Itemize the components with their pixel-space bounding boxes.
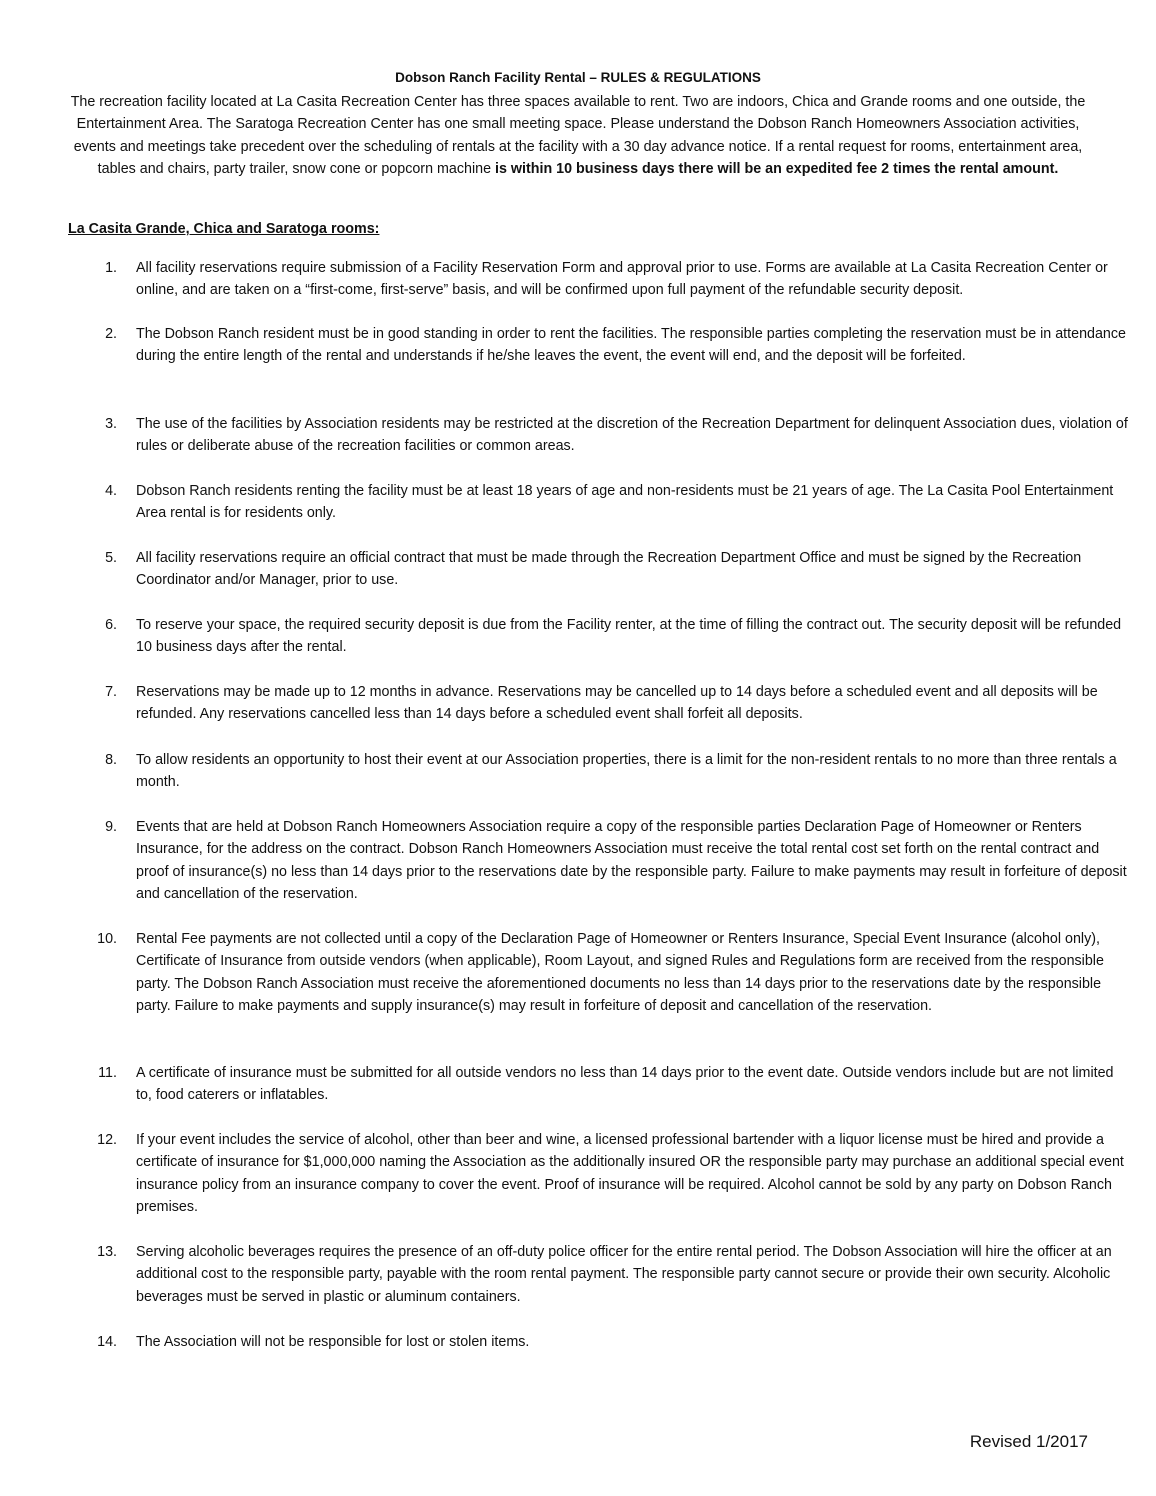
rule-text: Serving alcoholic beverages requires the presence of an off-duty police officer for the entire rental period. The Dobson Association will hire the officer at an additional cost to the responsible party, payable with the room rental payment. The responsible party cannot secure or provide their own security. Alcoholic beverages must be served in plastic or aluminum containers. [136,1244,1112,1305]
intro-paragraph [66,91,1090,181]
rule-text: To reserve your space, the required security deposit is due from the Facility renter, at the time of filling the contract out. The security deposit will be refunded 10 business days after the rental. [136,617,1122,656]
intro-expedited-fee-text: is within 10 business days there will be an expedited fee 2 times the rental amount. [495,161,1059,178]
rule-number: 3. [105,416,117,432]
document-title: Dobson Ranch Facility Rental – RULES & REGULATIONS [395,70,761,85]
rule-number: 5. [105,550,117,566]
rule-number: 9. [105,819,117,835]
rule-number: 10. [97,931,117,947]
rule-number: 13. [97,1244,117,1260]
rule-number: 14. [97,1334,117,1350]
revision-date: Revised 1/2017 [969,1432,1088,1451]
intro-text: The recreation facility located at La Casita Recreation Center has three spaces available to rent. Two are indoors, Chica and Grande rooms and one outside, the Entertainment Area. The Saratoga Recreation Center has one small meeting space. Please understand the Dobson Ranch Homeowners Association activities, events and meetings take precedent over the scheduling of rentals at the facility with a 30 day advance notice. If a rental request for rooms, entertainment area, tables and chairs, party trailer, snow cone or popcorn machine [70,94,1086,178]
rule-text: The use of the facilities by Association residents may be restricted at the discretion of the Recreation Department for delinquent Association dues, violation of rules or deliberate abuse of the recreation facilities or common areas. [136,416,1128,455]
rule-text: All facility reservations require an official contract that must be made through the Recreation Department Office and must be signed by the Recreation Coordinator and/or Manager, prior to use. [136,550,1082,589]
rule-text: Events that are held at Dobson Ranch Homeowners Association require a copy of the responsible parties Declaration Page of Homeowner or Renters Insurance, for the address on the contract. Dobson Ranch Homeowners Association must receive the total rental cost set forth on the rental contract and proof of insurance(s) no less than 14 days prior to the reservations date by the responsible party. Failure to make payments may result in forfeiture of deposit and cancellation of the reservation. [136,819,1127,903]
rule-number: 7. [105,684,117,700]
rule-text: The Dobson Ranch resident must be in good standing in order to rent the facilities. The responsible parties completing the reservation must be in attendance during the entire length of the rental and understands if he/she leaves the event, the event will end, and the deposit will be forfeited. [136,326,1126,365]
rule-number: 8. [105,752,117,768]
rule-number: 12. [97,1132,117,1148]
rule-text: To allow residents an opportunity to host their event at our Association properties, there is a limit for the non-resident rentals to no more than three rentals a month. [136,752,1117,791]
rule-number: 11. [98,1065,117,1081]
rule-text: All facility reservations require submission of a Facility Reservation Form and approval prior to use. Forms are available at La Casita Recreation Center or online, and are taken on a “first-come, first-serve” basis, and will be confirmed upon full payment of the refundable security deposit. [136,260,1108,299]
rule-text: A certificate of insurance must be submitted for all outside vendors no less than 14 days prior to the event date. Outside vendors include but are not limited to, food caterers or inflatables. [136,1065,1114,1104]
section-heading: La Casita Grande, Chica and Saratoga rooms: [68,221,380,237]
rule-text: The Association will not be responsible for lost or stolen items. [136,1334,530,1350]
rule-number: 1. [105,260,117,276]
rule-number: 6. [105,617,117,633]
rule-text: Rental Fee payments are not collected until a copy of the Declaration Page of Homeowner or Renters Insurance, Special Event Insurance (alcohol only), Certificate of Insurance from outside vendors (when applicable), Room Layout, and signed Rules and Regulations form are received from the responsible party. The Dobson Ranch Association must receive the aforementioned documents no less than 14 days prior to the reservations date by the responsible party. Failure to make payments and supply insurance(s) may result in forfeiture of deposit and cancellation of the reservation. [136,931,1104,1015]
rule-text: Dobson Ranch residents renting the facility must be at least 18 years of age and non-residents must be 21 years of age. The La Casita Pool Entertainment Area rental is for residents only. [136,483,1114,522]
rule-text: If your event includes the service of alcohol, other than beer and wine, a licensed professional bartender with a liquor license must be hired and provide a certificate of insurance for $1,000,000 naming the Association as the additionally insured OR the responsible party may purchase an additional special event insurance policy from an insurance company to cover the event. Proof of insurance will be required. Alcohol cannot be sold by any party on Dobson Ranch premises. [136,1132,1124,1216]
rule-number: 4. [105,483,117,499]
rule-number: 2. [105,326,117,342]
rule-text: Reservations may be made up to 12 months in advance. Reservations may be cancelled up to 14 days before a scheduled event and all deposits will be refunded. Any reservations cancelled less than 14 days before a scheduled event shall forfeit all deposits. [136,684,1098,723]
